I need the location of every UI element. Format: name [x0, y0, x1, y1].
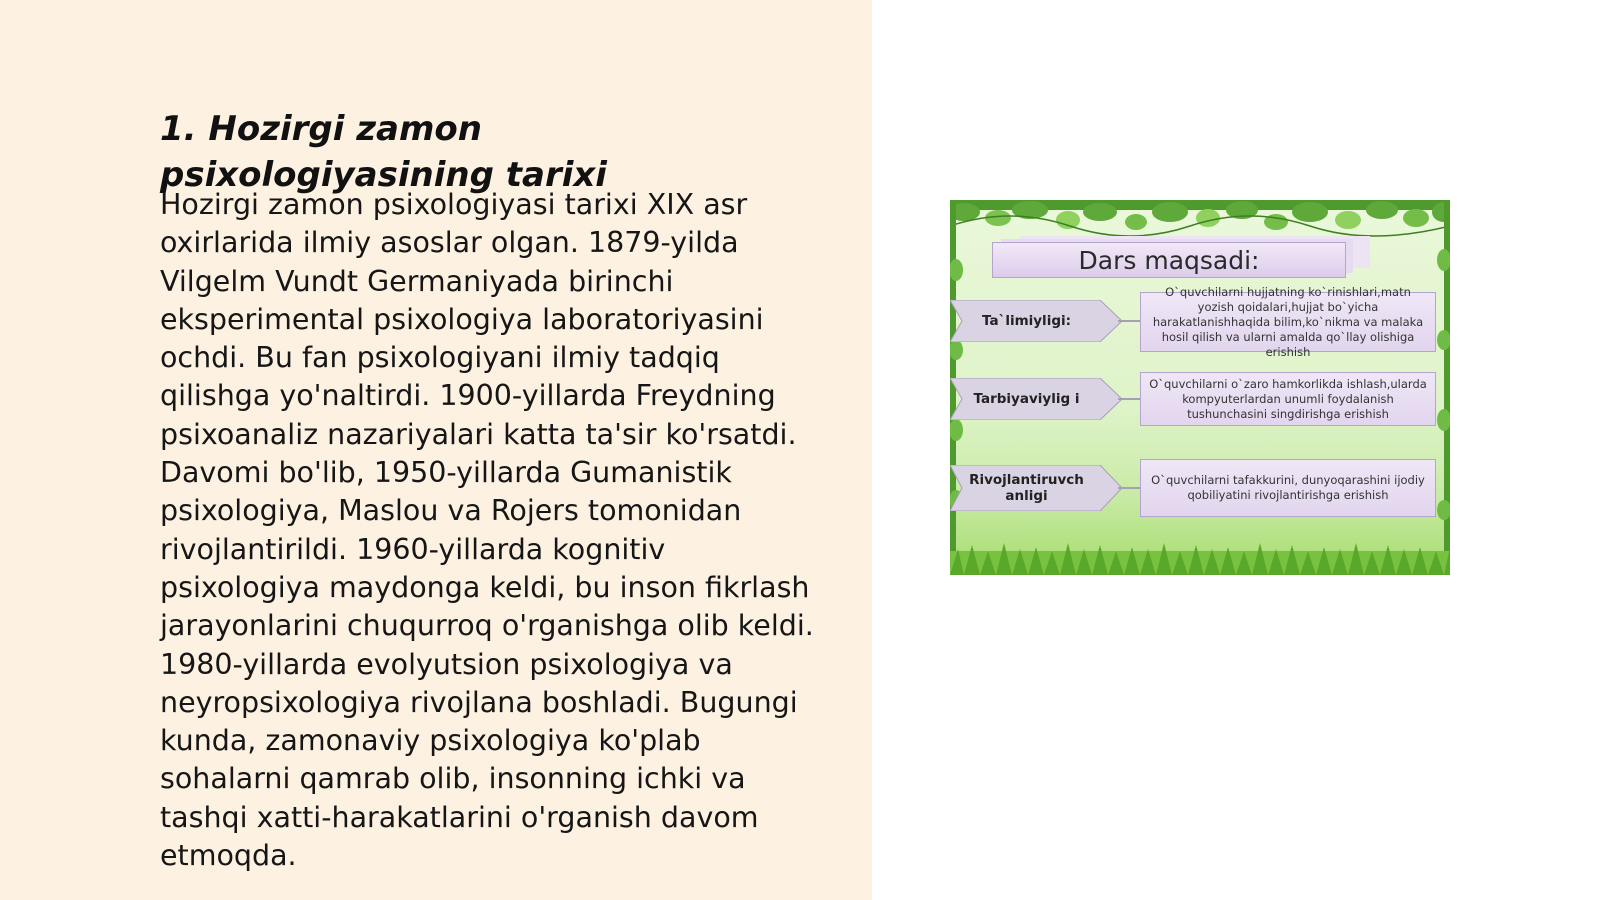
picture-title: Dars maqsadi: — [1078, 246, 1260, 275]
goal-label-text: Ta`limiyligi: — [981, 313, 1072, 329]
goal-label-developmental — [950, 465, 1125, 511]
slide-title: 1. Hozirgi zamon psixologiyasining tarixi — [160, 109, 607, 195]
leaves-right-decoration — [1436, 200, 1450, 575]
goal-label-upbringing — [950, 378, 1125, 420]
goal-label-text: Tarbiyaviylig i — [973, 391, 1080, 407]
grass-decoration — [950, 529, 1450, 575]
leaves-decoration — [950, 200, 1450, 242]
connector-line — [1118, 398, 1142, 400]
slide-body-text: Hozirgi zamon psixologiyasi tarixi XIX asr oxirlarida ilmiy asoslar olgan. 1879-yilda Vilgelm Vundt Germaniyada birinchi eksperimental psixologiya laboratoriyasini ochdi. Bu fan psixologiyani ilmiy tadqiq qilishga yo'naltirdi. 1900-yillarda Freydning psixoanaliz nazariyalari katta ta'sir ko'rsatdi. Davomi bo'lib, 1950-yillarda Gumanistik psixologiya, Maslou va Rojers tomonidan rivojlantirildi. 1960-yillarda kognitiv psixologiya maydonga keldi, bu inson fikrlash jarayonlarini chuqurroq o'rganishga olib keldi. 1980-yillarda evolyutsion psixologiya va neyropsixologiya rivojlana boshladi. Bugungi kunda, zamonaviy psixologiya ko'plab sohalarni qamrab olib, insonning ichki va tashqi xatti-harakatlarini o'rganish davom etmoqda. — [160, 188, 814, 873]
connector-line — [1118, 320, 1142, 322]
lesson-goals-picture — [950, 200, 1450, 575]
goal-label-text: Rivojlantiruvch anligi — [969, 472, 1084, 504]
goal-description-educational: O`quvchilarni hujjatning ko`rinishlari,matn yozish qoidalari,hujjat bo`yicha harakatlanishhaqida bilim,ko`nikma va malaka hosil qilish va ularni amalda qo`llay olishiga erishish — [1140, 292, 1436, 352]
picture-title-box — [992, 242, 1346, 278]
goal-label-educational — [950, 300, 1125, 342]
goal-description-upbringing: O`quvchilarni o`zaro hamkorlikda ishlash,ularda kompyuterlardan unumli foydalanish tushunchasini singdirishga erishish — [1140, 372, 1436, 426]
connector-line — [1118, 487, 1142, 489]
goal-description-developmental: O`quvchilarni tafakkurini, dunyoqarashini ijodiy qobiliyatini rivojlantirishga erishish — [1140, 459, 1436, 517]
